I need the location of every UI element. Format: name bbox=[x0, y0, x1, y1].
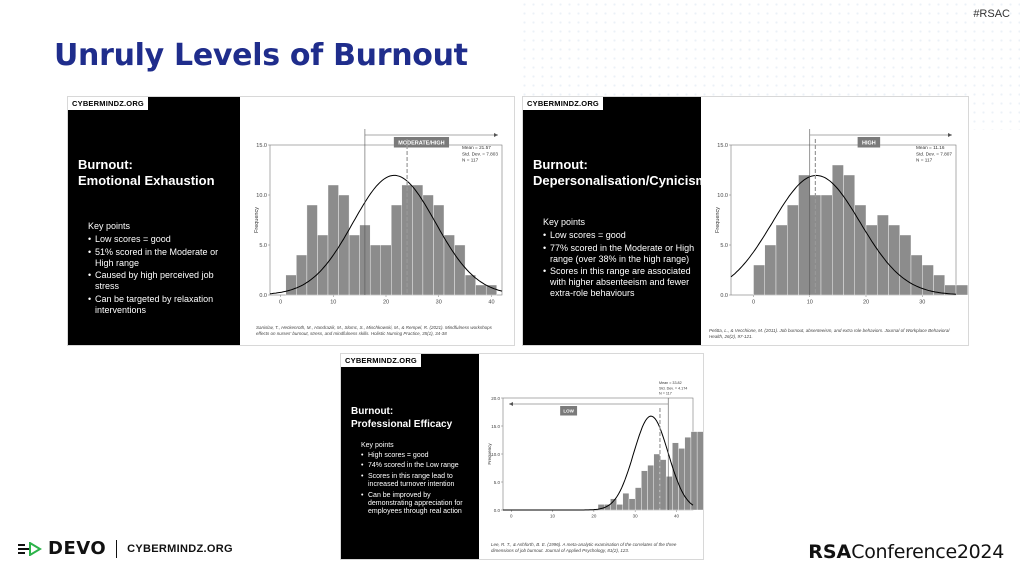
histogram-bar bbox=[476, 285, 487, 295]
y-tick-label: 10.0 bbox=[717, 192, 728, 199]
histogram-bar bbox=[889, 225, 900, 295]
citation: Petitta, L., & Vecchione, M. (2011). Job burnout, absenteeism, and extra role behaviors. Journal of Workplace Behavioral Health, 26(2), 97-121. bbox=[709, 328, 950, 339]
x-tick-label: 0 bbox=[279, 299, 283, 306]
y-axis-label: Frequency bbox=[715, 207, 721, 233]
panel-black-sidebar bbox=[341, 354, 479, 559]
panel-professional-efficacy bbox=[340, 353, 704, 560]
histogram-bar bbox=[799, 175, 810, 295]
y-tick-label: 15.0 bbox=[717, 142, 728, 149]
histogram-bar bbox=[328, 185, 339, 295]
key-point: • Scores in this range are associated with higher absenteeism and fewer extra-role behaviours bbox=[543, 266, 695, 298]
range-label: HIGH bbox=[862, 140, 876, 147]
y-tick-label: 0.0 bbox=[259, 292, 267, 299]
y-tick-label: 20.0 bbox=[491, 395, 500, 401]
rsac-hashtag: #RSAC bbox=[973, 8, 1010, 20]
y-tick-label: 5.0 bbox=[720, 242, 728, 249]
panel-depersonalisation bbox=[522, 96, 969, 346]
panel-brand-label: CYBERMINDZ.ORG bbox=[523, 97, 603, 110]
panel-brand-label: CYBERMINDZ.ORG bbox=[341, 354, 421, 367]
footer-divider bbox=[116, 540, 117, 558]
cybermindz-logo-text: CYBERMINDZ.ORG bbox=[127, 542, 233, 555]
histogram-bar bbox=[697, 432, 703, 510]
key-point: • Low scores = good bbox=[88, 234, 236, 245]
histogram-bar bbox=[296, 255, 307, 295]
histogram-bar bbox=[754, 265, 765, 295]
histogram-bar bbox=[666, 476, 672, 510]
stats-text: Mean = 11.16 bbox=[916, 145, 945, 150]
rsa-conference-logo bbox=[808, 541, 1004, 563]
panel-title bbox=[533, 157, 707, 190]
histogram-bar bbox=[787, 205, 798, 295]
histogram-bar bbox=[381, 245, 392, 295]
rsa-logo-suffix: Conference bbox=[851, 541, 957, 563]
histogram-bar bbox=[685, 437, 691, 510]
panel-black-sidebar bbox=[68, 97, 240, 345]
x-tick-label: 20 bbox=[382, 299, 390, 306]
stats-text: N = 117 bbox=[916, 157, 933, 163]
panel-title bbox=[351, 406, 452, 431]
y-tick-label: 5.0 bbox=[259, 242, 267, 249]
range-arrow-head bbox=[948, 133, 952, 137]
histogram-bar bbox=[433, 205, 444, 295]
citation: Lee, R. T., & Ashforth, B. E. (1996). A meta-analytic examination of the correlates of the three dimensions of job burnout. Journal of Applied Psychology, 81(2), 123. bbox=[491, 542, 677, 553]
histogram-bar bbox=[444, 235, 455, 295]
stats-text: Std. Dev. = 7.807 bbox=[916, 151, 953, 157]
key-point: • 77% scored in the Moderate or High range (over 38% in the high range) bbox=[543, 243, 695, 265]
key-point: • Can be improved by demonstrating appreciation for employees through real action bbox=[361, 492, 473, 517]
histogram-bar bbox=[617, 504, 623, 510]
y-tick-label: 10.0 bbox=[491, 451, 500, 457]
histogram-bar bbox=[286, 275, 297, 295]
histogram-bar bbox=[821, 195, 832, 295]
histogram-bar bbox=[660, 460, 666, 510]
panel-title-line1: Burnout: bbox=[78, 157, 133, 172]
x-tick-label: 0 bbox=[510, 513, 513, 519]
key-point: • 74% scored in the Low range bbox=[361, 462, 473, 470]
x-tick-label: 20 bbox=[862, 299, 870, 306]
panel-title-line1: Burnout: bbox=[351, 406, 394, 417]
x-tick-label: 10 bbox=[806, 299, 813, 306]
range-label: MODERATE/HIGH bbox=[398, 140, 445, 147]
y-tick-label: 15.0 bbox=[256, 142, 267, 149]
rsa-logo-prefix: RSA bbox=[808, 541, 852, 563]
x-tick-label: 0 bbox=[751, 299, 756, 306]
y-tick-label: 5.0 bbox=[493, 479, 500, 485]
histogram-bar bbox=[629, 499, 635, 510]
stats-text: Mean = 21.57 bbox=[462, 145, 491, 150]
stats-text: N = 117 bbox=[462, 157, 479, 163]
histogram-bar bbox=[349, 235, 360, 295]
key-point: • High scores = good bbox=[361, 452, 473, 460]
panel-title-line2: Emotional Exhaustion bbox=[78, 173, 215, 189]
histogram-chart bbox=[240, 97, 514, 325]
histogram-chart bbox=[479, 378, 703, 536]
key-point: • 51% scored in the Moderate or High range bbox=[88, 247, 236, 269]
panel-emotional-exhaustion bbox=[67, 96, 515, 346]
histogram-bar bbox=[967, 285, 968, 295]
histogram-bar bbox=[654, 454, 660, 510]
key-point: • Can be targeted by relaxation interventions bbox=[88, 294, 236, 316]
range-arrow-head bbox=[494, 133, 498, 137]
panel-title-line2: Depersonalisation/Cynicism bbox=[533, 173, 708, 189]
x-tick-label: 40 bbox=[673, 513, 679, 519]
histogram-bar bbox=[911, 255, 922, 295]
histogram-bar bbox=[877, 215, 888, 295]
footer-branding bbox=[18, 538, 233, 559]
citation: Sanislav, T., Heckenroth, M., Handrazik, M., Slomc, S., Mischkowski, M., & Rempel, R. (2021). Mindfulness workshops effects on nurses' burnout, stress, and mindfulness skills. Holistic Nursing Practice, 35(1), 34-38 bbox=[256, 325, 492, 336]
histogram-bar bbox=[855, 205, 866, 295]
key-points bbox=[361, 442, 473, 519]
key-point: • Scores in this range lead to increased turnover intention bbox=[361, 473, 473, 490]
x-tick-label: 20 bbox=[591, 513, 597, 519]
histogram-bar bbox=[641, 471, 647, 510]
histogram-bar bbox=[844, 175, 855, 295]
key-points-heading: Key points bbox=[88, 221, 131, 231]
stats-text: N = 117 bbox=[659, 391, 672, 396]
histogram-bar bbox=[455, 245, 466, 295]
histogram-bar bbox=[900, 235, 911, 295]
slide-title: Unruly Levels of Burnout bbox=[54, 38, 468, 73]
x-tick-label: 10 bbox=[550, 513, 556, 519]
y-axis-label: Frequency bbox=[487, 443, 492, 465]
rsa-logo-year: 2024 bbox=[956, 541, 1004, 563]
devo-logo-text: DEVO bbox=[48, 538, 107, 559]
key-points bbox=[88, 221, 236, 318]
key-points-heading: Key points bbox=[543, 217, 586, 227]
key-points bbox=[543, 217, 695, 301]
panel-black-sidebar bbox=[523, 97, 708, 345]
histogram-bar bbox=[370, 245, 381, 295]
histogram-bar bbox=[412, 185, 423, 295]
x-tick-label: 30 bbox=[919, 299, 926, 306]
devo-logo-icon bbox=[18, 542, 42, 556]
histogram-bar bbox=[691, 432, 697, 510]
stats-text: Std. Dev. = 7.803 bbox=[462, 151, 499, 157]
y-axis-label: Frequency bbox=[254, 207, 260, 233]
key-point: • Caused by high perceived job stress bbox=[88, 270, 236, 292]
histogram-bar bbox=[391, 205, 402, 295]
key-points-heading: Key points bbox=[361, 442, 394, 449]
panel-title-line2: Professional Efficacy bbox=[351, 418, 453, 430]
x-tick-label: 30 bbox=[632, 513, 638, 519]
y-tick-label: 10.0 bbox=[256, 192, 267, 199]
x-tick-label: 40 bbox=[488, 299, 495, 306]
histogram-bar bbox=[765, 245, 776, 295]
y-tick-label: 15.0 bbox=[491, 423, 500, 429]
histogram-chart bbox=[701, 97, 968, 325]
histogram-bar bbox=[956, 285, 967, 295]
x-tick-label: 10 bbox=[330, 299, 337, 306]
key-point: • Low scores = good bbox=[543, 230, 695, 241]
stats-text: Std. Dev. = 4.174 bbox=[659, 386, 688, 391]
y-tick-label: 0.0 bbox=[720, 292, 728, 299]
panel-title-line1: Burnout: bbox=[533, 157, 588, 172]
x-tick-label: 30 bbox=[435, 299, 442, 306]
histogram-bar bbox=[486, 285, 497, 295]
panel-title bbox=[78, 157, 215, 190]
histogram-bar bbox=[635, 488, 641, 510]
stats-text: Mean = 33.82 bbox=[659, 381, 682, 385]
histogram-bar bbox=[465, 275, 476, 295]
histogram-bar bbox=[679, 448, 685, 510]
range-label: LOW bbox=[563, 408, 574, 414]
y-tick-label: 0.0 bbox=[493, 507, 500, 513]
panel-brand-label: CYBERMINDZ.ORG bbox=[68, 97, 148, 110]
histogram-bar bbox=[623, 493, 629, 510]
histogram-bar bbox=[776, 225, 787, 295]
histogram-bar bbox=[648, 465, 654, 510]
